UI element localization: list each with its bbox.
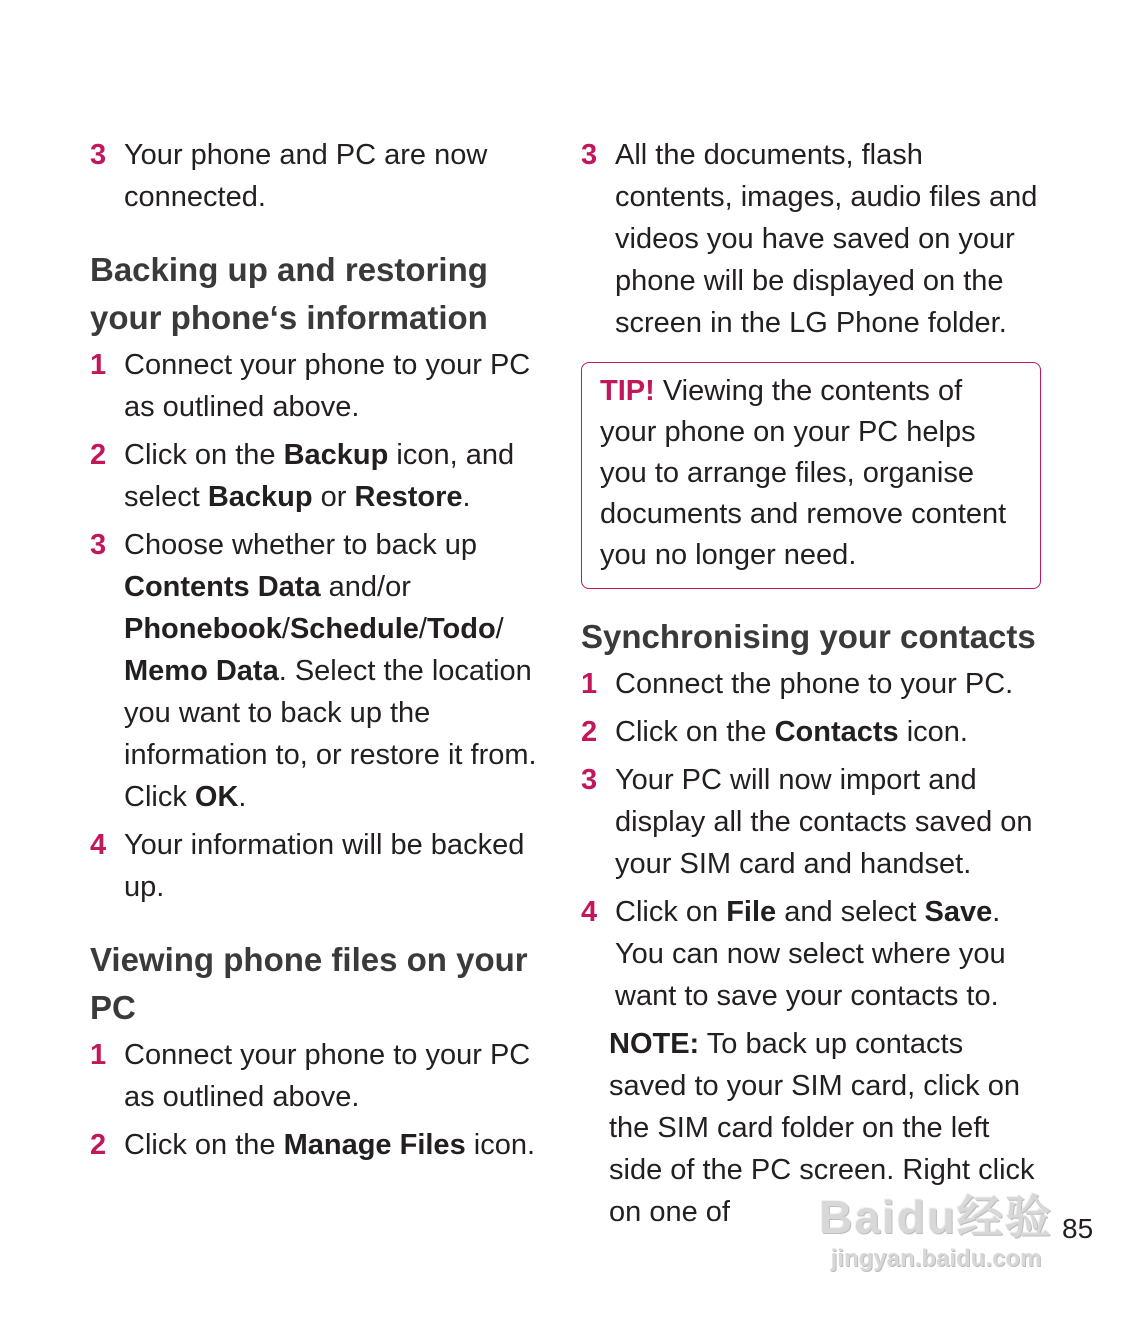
tip-box bbox=[581, 362, 1041, 589]
step-text: Click on the Contacts icon. bbox=[615, 716, 968, 748]
step-number: 4 bbox=[90, 829, 107, 861]
section-heading-files: Viewing phone files on your PC bbox=[90, 941, 528, 1026]
step-text: Your phone and PC are now connected. bbox=[124, 139, 488, 213]
step-text: Choose whether to back up Contents Data and/or Phonebook/Schedule/Todo/ Memo Data. Select the location you want to back up the information to, or restore it from. Click OK. bbox=[124, 529, 537, 813]
step-number: 2 bbox=[90, 439, 107, 471]
step-number: 1 bbox=[581, 668, 598, 700]
tip-label: TIP! bbox=[600, 375, 655, 407]
ui-term: Memo Data bbox=[124, 655, 279, 687]
list-item bbox=[581, 891, 1041, 1017]
step-number: 3 bbox=[581, 764, 598, 796]
section-heading-backup: Backing up and restoring your phone‘s information bbox=[90, 251, 488, 336]
list-item bbox=[90, 1034, 550, 1118]
ui-term: Restore bbox=[354, 481, 463, 513]
list-item bbox=[90, 134, 550, 218]
step-number: 4 bbox=[581, 896, 598, 928]
step-number: 2 bbox=[90, 1129, 107, 1161]
ui-term: Manage Files bbox=[283, 1129, 466, 1161]
step-text: Click on the Backup icon, and select Backup or Restore. bbox=[124, 439, 515, 513]
step-text: Connect the phone to your PC. bbox=[615, 668, 1014, 700]
step-number: 1 bbox=[90, 1039, 107, 1071]
list-item bbox=[90, 824, 550, 908]
note-label: NOTE: bbox=[609, 1028, 700, 1060]
watermark-url: jingyan.baidu.com bbox=[830, 1245, 1042, 1272]
tip-text: Viewing the contents of your phone on your PC helps you to arrange files, organise documents and remove content you no longer need. bbox=[600, 375, 1007, 571]
ui-term: Contents Data bbox=[124, 571, 321, 603]
list-item bbox=[90, 524, 550, 818]
step-text: All the documents, flash contents, images, audio files and videos you have saved on your phone will be displayed on the screen in the LG Phone folder. bbox=[615, 139, 1038, 339]
section-heading-contacts: Synchronising your contacts bbox=[581, 618, 1036, 655]
page-number: 85 bbox=[1062, 1213, 1094, 1244]
step-number: 3 bbox=[90, 529, 107, 561]
step-text: Connect your phone to your PC as outlined above. bbox=[124, 1039, 531, 1113]
ui-term: File bbox=[726, 896, 777, 928]
ui-term: Contacts bbox=[774, 716, 899, 748]
step-text: Click on File and select Save. You can now select where you want to save your contacts to. bbox=[615, 896, 1006, 1012]
step-number: 2 bbox=[581, 716, 598, 748]
ui-term: Save bbox=[924, 896, 993, 928]
ui-term: Todo bbox=[426, 613, 496, 645]
list-item bbox=[90, 1124, 550, 1166]
step-text: Your information will be backed up. bbox=[124, 829, 525, 903]
list-item bbox=[581, 711, 1041, 753]
step-text: Click on the Manage Files icon. bbox=[124, 1129, 536, 1161]
list-item bbox=[90, 344, 550, 428]
list-item bbox=[581, 759, 1041, 885]
step-number: 1 bbox=[90, 349, 107, 381]
step-number: 3 bbox=[90, 139, 107, 171]
left-column bbox=[90, 134, 550, 1172]
watermark-logo-text: Baidu经验 bbox=[819, 1191, 1053, 1243]
list-item bbox=[90, 434, 550, 518]
list-item bbox=[581, 663, 1041, 705]
ui-term: Phonebook bbox=[124, 613, 282, 645]
list-item bbox=[581, 134, 1041, 344]
step-text: Connect your phone to your PC as outlined above. bbox=[124, 349, 531, 423]
note-paragraph bbox=[581, 1023, 1041, 1233]
ui-term: Backup bbox=[207, 481, 313, 513]
ui-term: OK bbox=[194, 781, 239, 813]
right-column bbox=[581, 134, 1041, 1233]
ui-term: Backup bbox=[283, 439, 389, 471]
step-text: Your PC will now import and display all the contacts saved on your SIM card and handset. bbox=[615, 764, 1033, 880]
note-text: To back up contacts saved to your SIM card, click on the SIM card folder on the left side of the PC screen. Right click on one of bbox=[609, 1028, 1035, 1228]
ui-term: Schedule bbox=[289, 613, 419, 645]
step-number: 3 bbox=[581, 139, 598, 171]
